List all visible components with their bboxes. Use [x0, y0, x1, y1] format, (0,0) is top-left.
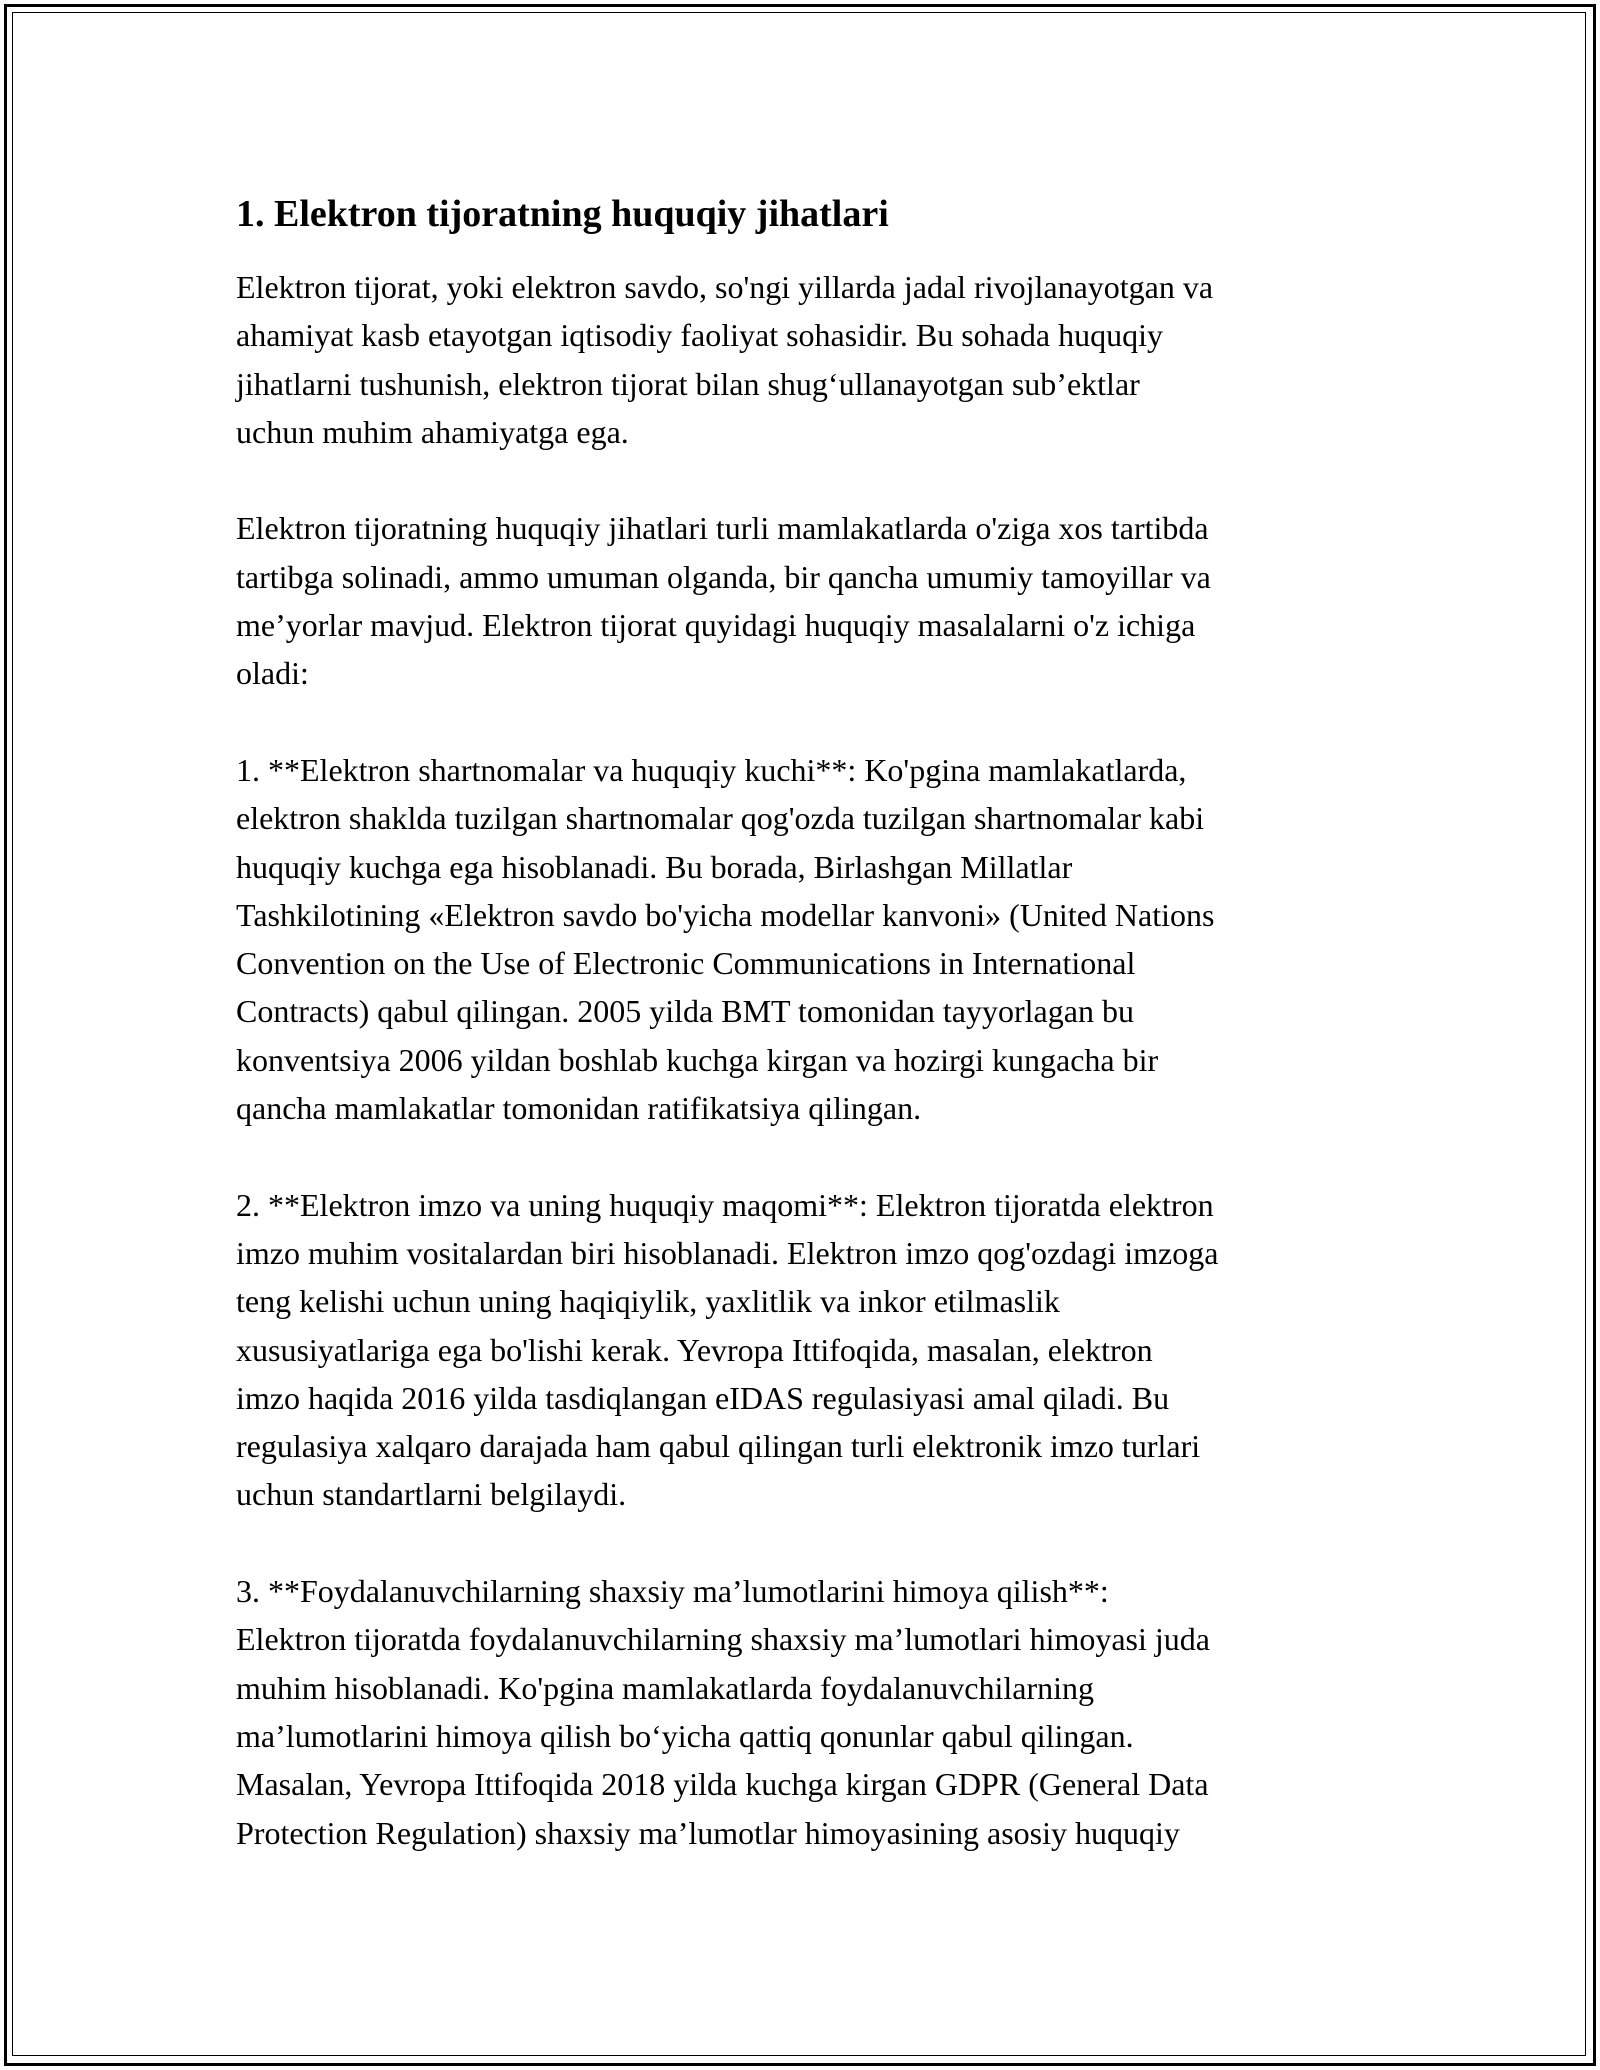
- list-item-electronic-signature: 2. **Elektron imzo va uning huquqiy maqomi**: Elektron tijoratda elektron imzo muhim vositalardan biri hisoblanadi. Elektron imzo qog'ozdagi imzoga teng kelishi uchun uning haqiqiylik, yaxlitlik va inkor etilmaslik xususiyatlariga ega bo'lishi kerak. Yevropa Ittifoqida, masalan, elektron imzo haqida 2016 yilda tasdiqlangan eIDAS regulasiyasi amal qiladi. Bu regulasiya xalqaro darajada ham qabul qilingan turli elektronik imzo turlari uchun standartlarni belgilaydi.: [236, 1186, 1219, 1513]
- list-item-electronic-contracts: 1. **Elektron shartnomalar va huquqiy kuchi**: Ko'pgina mamlakatlarda, elektron shaklda tuzilgan shartnomalar qog'ozda tuzilgan shartnomalar kabi huquqiy kuchga ega hisoblanadi. Bu borada, Birlashgan Millatlar Tashkilotining «Elektron savdo bo'yicha modellar kanvoni» (United Nations Convention on the Use of Electronic Communications in International Contracts) qabul qilingan. 2005 yilda BMT tomonidan tayyorlagan bu konventsiya 2006 yildan boshlab kuchga kirgan va hozirgi kungacha bir qancha mamlakatlar tomonidan ratifikatsiya qilingan.: [236, 751, 1215, 1127]
- document-content: [236, 185, 1376, 1857]
- intro-paragraph: Elektron tijorat, yoki elektron savdo, so'ngi yillarda jadal rivojlanayotgan va ahamiyat kasb etayotgan iqtisodiy faoliyat sohasidir. Bu sohada huquqiy jihatlarni tushunish, elektron tijorat bilan shug‘ullanayotgan sub’ektlar uchun muhim ahamiyatga ega.: [236, 269, 1214, 450]
- list-item-personal-data-protection: 3. **Foydalanuvchilarning shaxsiy ma’lumotlarini himoya qilish**: Elektron tijoratda foydalanuvchilarning shaxsiy ma’lumotlari himoyasi juda muhim hisoblanadi. Ko'pgina mamlakatlarda foydalanuvchilarning ma’lumotlarini himoya qilish bo‘yicha qattiq qonunlar qabul qilingan. Masalan, Yevropa Ittifoqida 2018 yilda kuchga kirgan GDPR (General Data Protection Regulation) shaxsiy ma’lumotlar himoyasining asosiy huquqiy: [236, 1573, 1210, 1851]
- section-heading: 1. Elektron tijoratning huquqiy jihatlari: [236, 193, 889, 235]
- paragraphs: [236, 263, 1376, 1857]
- overview-paragraph: Elektron tijoratning huquqiy jihatlari turli mamlakatlarda o'ziga xos tartibda tartibga solinadi, ammo umuman olganda, bir qancha umumiy tamoyillar va me’yorlar mavjud. Elektron tijorat quyidagi huquqiy masalalarni o'z ichiga oladi:: [236, 510, 1211, 692]
